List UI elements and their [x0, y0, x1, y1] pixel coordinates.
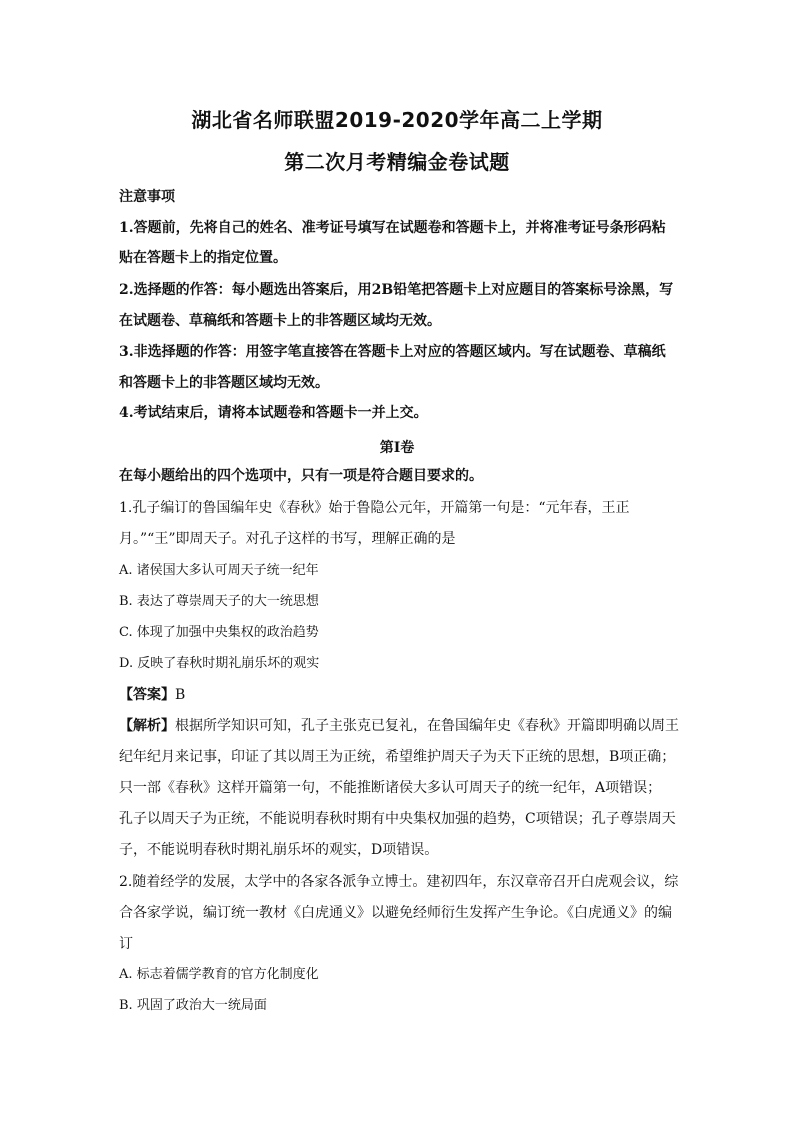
question-2-stem: 合各家学说，编订统一教材《白虎通义》以避免经师衍生发挥产生争论。《白虎通义》的编: [119, 905, 672, 921]
analysis-line: 孔子以周天子为正统，不能说明春秋时期有中央集权加强的趋势，C项错误；孔子尊崇周天: [119, 811, 676, 827]
question-1-stem: 1.孔子编订的鲁国编年史《春秋》始于鲁隐公元年，开篇第一句是：“元年春，王正: [119, 500, 630, 516]
answer-label: 【答案】: [119, 687, 175, 703]
question-1-option-c: C. 体现了加强中央集权的政治趋势: [119, 625, 319, 640]
question-1-option-d: D. 反映了春秋时期礼崩乐坏的观实: [119, 656, 320, 671]
section-title: 第Ⅰ卷: [379, 440, 415, 456]
question-2-stem: 2.随着经学的发展，太学中的各家各派争立博士。建初四年，东汉章帝召开白虎观会议，综: [119, 874, 679, 890]
question-2-stem: 订: [119, 936, 133, 952]
question-1-answer: [119, 686, 699, 704]
question-1-analysis: [119, 717, 699, 735]
notice-line: 贴在答题卡上的指定位置。: [119, 250, 287, 266]
analysis-label: 【解析】: [119, 718, 175, 734]
answer-value: B: [175, 687, 186, 703]
document-title-line1: 湖北省名师联盟2019-2020学年高二上学期: [191, 108, 603, 132]
question-1-option-b: B. 表达了尊崇周天子的大一统思想: [119, 594, 319, 609]
analysis-line: 子，不能说明春秋时期礼崩乐坏的观实，D项错误。: [119, 842, 439, 858]
question-1-stem: 月。”“王”即周天子。对孔子这样的书写，理解正确的是: [119, 531, 456, 547]
analysis-line: 只一部《春秋》这样开篇第一句，不能推断诸侯大多认可周天子的统一纪年，A项错误；: [119, 780, 662, 796]
question-2-option-b: B. 巩固了政治大一统局面: [119, 998, 267, 1013]
question-1-option-a: A. 诸侯国大多认可周天子统一纪年: [119, 563, 319, 578]
analysis-line: 根据所学知识可知，孔子主张克已复礼，在鲁国编年史《春秋》开篇即明确以周王: [175, 718, 679, 734]
notice-heading: 注意事项: [119, 189, 175, 205]
notice-line: 2.选择题的作答：每小题选出答案后，用2B铅笔把答题卡上对应题目的答案标号涂黑，写: [119, 282, 674, 298]
question-2-option-a: A. 标志着儒学教育的官方化制度化: [119, 967, 319, 982]
section-instruction: 在每小题给出的四个选项中，只有一项是符合题目要求的。: [119, 468, 483, 484]
notice-line: 3.非选择题的作答：用签字笔直接答在答题卡上对应的答题区域内。写在试题卷、草稿纸: [119, 344, 666, 360]
analysis-line: 纪年纪月来记事，印证了其以周王为正统，希望维护周天子为天下正统的思想，B项正确；: [119, 749, 676, 765]
document-title-line2: 第二次月考精编金卷试题: [284, 150, 510, 174]
notice-line: 4.考试结束后，请将本试题卷和答题卡一并上交。: [119, 405, 428, 421]
notice-line: 和答题卡上的非答题区域均无效。: [119, 375, 329, 391]
notice-line: 在试题卷、草稿纸和答题卡上的非答题区域均无效。: [119, 313, 441, 329]
notice-line: 1.答题前，先将自己的姓名、准考证号填写在试题卷和答题卡上，并将准考证号条形码粘: [119, 220, 666, 236]
